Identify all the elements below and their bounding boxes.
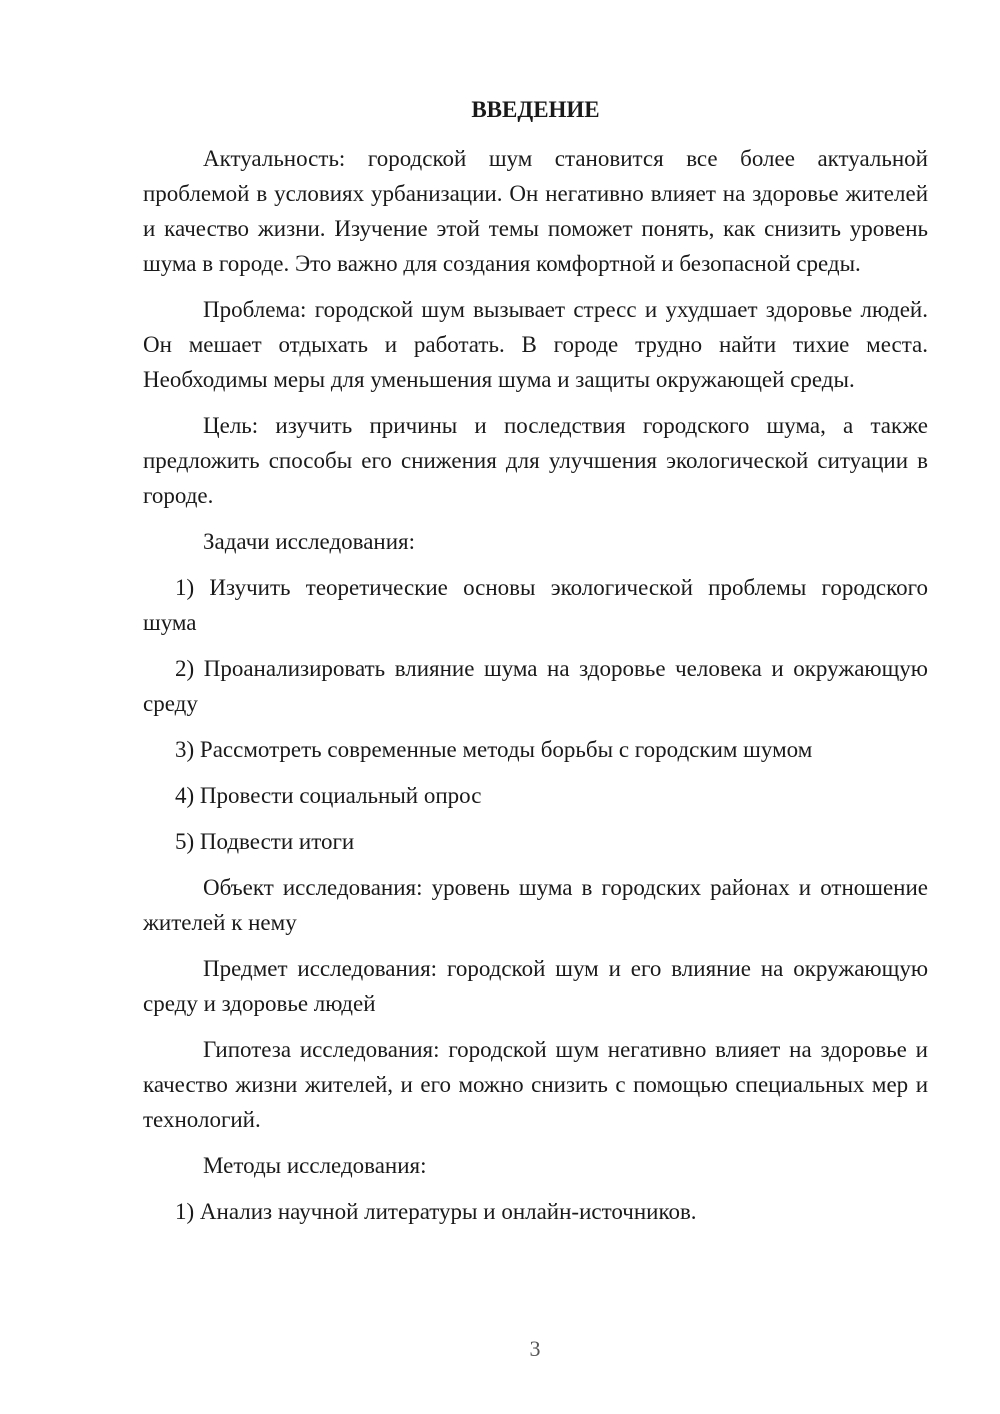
paragraph-hypothesis: Гипотеза исследования: городской шум негативно влияет на здоровье и качество жизни жителей, и его можно снизить с помощью специальных мер и технологий. <box>143 1037 928 1132</box>
task-item-4: 4) Провести социальный опрос <box>175 783 482 808</box>
task-item-5: 5) Подвести итоги <box>175 829 355 854</box>
paragraph-object: Объект исследования: уровень шума в городских районах и отношение жителей к нему <box>143 875 928 935</box>
paragraph-problem: Проблема: городской шум вызывает стресс и ухудшает здоровье людей. Он мешает отдыхать и работать. В городе трудно найти тихие места. Необходимы меры для уменьшения шума и защиты окружающей среды. <box>143 297 928 392</box>
task-item-1: 1) Изучить теоретические основы экологической проблемы городского шума <box>143 575 928 635</box>
paragraph-goal: Цель: изучить причины и последствия городского шума, а также предложить способы его снижения для улучшения экологической ситуации в городе. <box>143 413 928 508</box>
task-item-3: 3) Рассмотреть современные методы борьбы с городским шумом <box>175 737 813 762</box>
methods-heading: Методы исследования: <box>203 1153 427 1178</box>
method-item-1: 1) Анализ научной литературы и онлайн-источников. <box>175 1199 697 1224</box>
paragraph-subject: Предмет исследования: городской шум и его влияние на окружающую среду и здоровье людей <box>143 956 928 1016</box>
task-item-2: 2) Проанализировать влияние шума на здоровье человека и окружающую среду <box>143 656 928 716</box>
paragraph-relevance: Актуальность: городской шум становится все более актуальной проблемой в условиях урбанизации. Он негативно влияет на здоровье жителей и качество жизни. Изучение этой темы поможет понять, как снизить уровень шума в городе. Это важно для создания комфортной и безопасной среды. <box>143 146 928 276</box>
section-title: ВВЕДЕНИЕ <box>471 97 600 122</box>
document-page <box>143 95 928 1240</box>
page-number: 3 <box>529 1336 541 1361</box>
tasks-heading: Задачи исследования: <box>203 529 416 554</box>
